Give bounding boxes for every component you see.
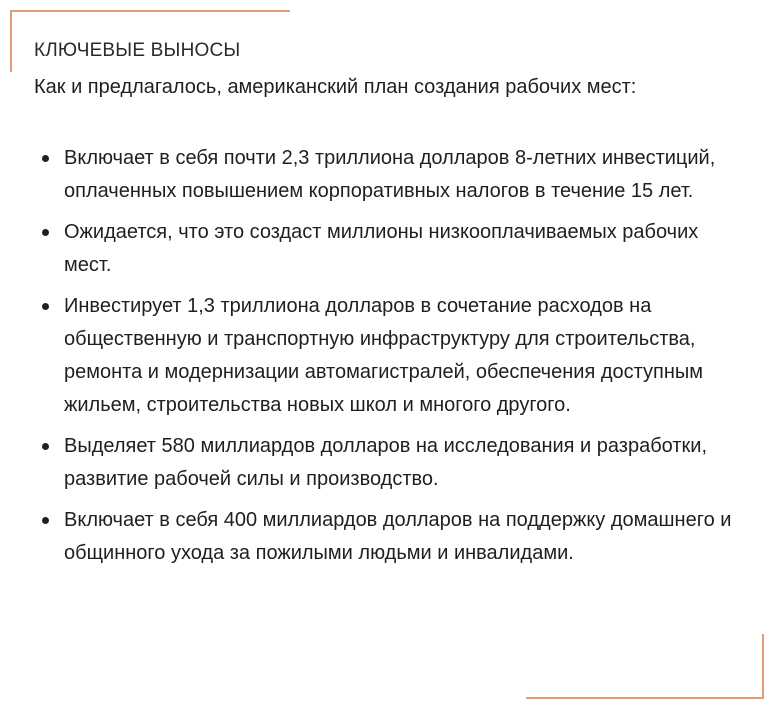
takeaways-list xyxy=(34,142,734,570)
list-item xyxy=(34,216,734,282)
list-item xyxy=(34,142,734,208)
bullet-icon xyxy=(42,517,49,524)
key-takeaways-box xyxy=(34,38,734,578)
list-item-text: Ожидается, что это создаст миллионы низкооплачиваемых рабочих мест. xyxy=(64,221,699,276)
corner-frame-bottom-vertical xyxy=(762,634,764,699)
list-item-text: Включает в себя 400 миллиардов долларов на поддержку домашнего и общинного ухода за пожилыми людьми и инвалидами. xyxy=(64,509,732,564)
corner-frame-top-vertical xyxy=(10,10,12,72)
corner-frame-top-horizontal xyxy=(10,10,290,12)
list-item xyxy=(34,504,734,570)
bullet-icon xyxy=(42,303,49,310)
list-item xyxy=(34,430,734,496)
bullet-icon xyxy=(42,229,49,236)
section-heading: КЛЮЧЕВЫЕ ВЫНОСЫ xyxy=(34,40,241,61)
list-item xyxy=(34,290,734,422)
list-item-text: Инвестирует 1,3 триллиона долларов в сочетание расходов на общественную и транспортную инфраструктуру для строительства, ремонта и модернизации автомагистралей, обеспечения доступным жильем, строительства новых школ и многого другого. xyxy=(64,295,704,416)
bullet-icon xyxy=(42,155,49,162)
intro-text: Как и предлагалось, американский план создания рабочих мест: xyxy=(34,76,637,98)
bullet-icon xyxy=(42,443,49,450)
list-item-text: Включает в себя почти 2,3 триллиона долларов 8-летних инвестиций, оплаченных повышением корпоративных налогов в течение 15 лет. xyxy=(64,147,716,202)
corner-frame-bottom-horizontal xyxy=(526,697,763,699)
list-item-text: Выделяет 580 миллиардов долларов на исследования и разработки, развитие рабочей силы и производство. xyxy=(64,435,707,490)
